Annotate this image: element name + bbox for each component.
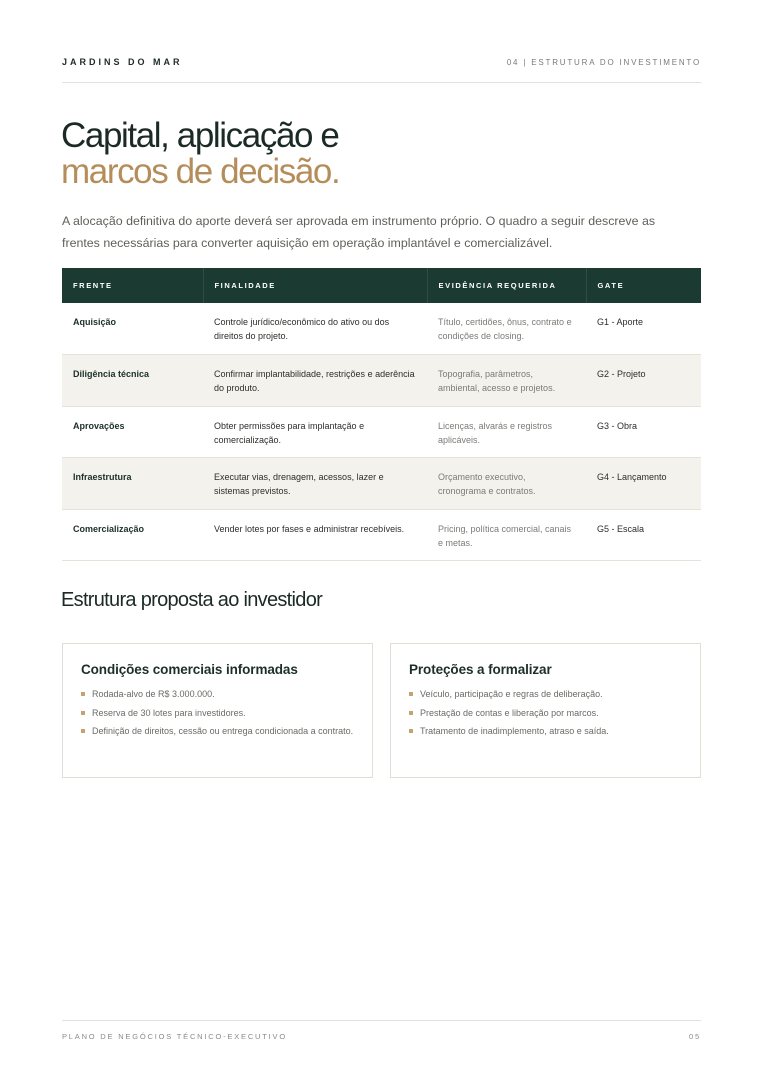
- protections-list: [409, 687, 682, 739]
- cell-gate: G5 - Escala: [586, 509, 701, 561]
- page-footer: [62, 1032, 701, 1041]
- cell-evidence: Licenças, alvarás e registros aplicáveis.: [427, 406, 586, 458]
- cell-evidence: Título, certidões, ônus, contrato e condições de closing.: [427, 303, 586, 355]
- table-header-row: [62, 268, 701, 303]
- list-item: [81, 706, 354, 721]
- cell-front: Comercialização: [62, 509, 203, 561]
- table-row: [62, 303, 701, 355]
- cell-front: Infraestrutura: [62, 458, 203, 510]
- table-row: [62, 458, 701, 510]
- cell-evidence: Pricing, política comercial, canais e metas.: [427, 509, 586, 561]
- list-item: [409, 706, 682, 721]
- page-number: 05: [689, 1032, 701, 1041]
- list-item-text: Definição de direitos, cessão ou entrega condicionada a contrato.: [92, 726, 354, 736]
- bullet-square-icon: [81, 711, 85, 715]
- table-row: [62, 406, 701, 458]
- list-item: [81, 687, 354, 702]
- list-item-text: Tratamento de inadimplemento, atraso e saída.: [420, 726, 609, 736]
- cell-gate: G3 - Obra: [586, 406, 701, 458]
- cell-front: Diligência técnica: [62, 355, 203, 407]
- column-header-evidence: EVIDÊNCIA REQUERIDA: [427, 268, 586, 303]
- cell-evidence: Topografia, parâmetros, ambiental, acesso e projetos.: [427, 355, 586, 407]
- protections-card: [390, 643, 701, 778]
- cell-purpose: Executar vias, drenagem, acessos, lazer e sistemas previstos.: [203, 458, 427, 510]
- section-subtitle: Estrutura proposta ao investidor: [61, 589, 323, 611]
- list-item-text: Reserva de 30 lotes para investidores.: [92, 707, 246, 718]
- bullet-square-icon: [81, 692, 85, 696]
- footer-document-title: PLANO DE NEGÓCIOS TÉCNICO-EXECUTIVO: [62, 1032, 287, 1041]
- brand-name: JARDINS DO MAR: [62, 57, 183, 67]
- intro-paragraph: A alocação definitiva do aporte deverá ser aprovada em instrumento próprio. O quadro a seguir descreve as frentes necessárias para converter aquisição em operação implantável e comercializável.: [62, 214, 656, 250]
- card-title: Condições comerciais informadas: [81, 662, 298, 677]
- column-header-purpose: FINALIDADE: [203, 268, 427, 303]
- cell-purpose: Controle jurídico/econômico do ativo ou dos direitos do projeto.: [203, 303, 427, 355]
- list-item: [409, 724, 682, 739]
- cell-gate: G1 - Aporte: [586, 303, 701, 355]
- footer-divider: [62, 1020, 701, 1021]
- list-item: [409, 687, 682, 702]
- cell-gate: G4 - Lançamento: [586, 458, 701, 510]
- cell-front: Aquisição: [62, 303, 203, 355]
- page-title: [61, 118, 339, 190]
- commercial-conditions-list: [81, 687, 354, 739]
- list-item-text: Prestação de contas e liberação por marcos.: [420, 707, 599, 718]
- list-item-text: Rodada-alvo de R$ 3.000.000.: [92, 689, 215, 699]
- cell-purpose: Obter permissões para implantação e comercialização.: [203, 406, 427, 458]
- bullet-square-icon: [81, 729, 85, 733]
- cell-gate: G2 - Projeto: [586, 355, 701, 407]
- cell-purpose: Confirmar implantabilidade, restrições e aderência do produto.: [203, 355, 427, 407]
- list-item-text: Veículo, participação e regras de deliberação.: [420, 689, 603, 699]
- page-title-line1: Capital, aplicação e: [61, 116, 339, 155]
- cell-evidence: Orçamento executivo, cronograma e contratos.: [427, 458, 586, 510]
- bullet-square-icon: [409, 729, 413, 733]
- list-item: [81, 724, 354, 739]
- section-label: 04 | ESTRUTURA DO INVESTIMENTO: [506, 57, 701, 67]
- commercial-conditions-card: [62, 643, 373, 778]
- bullet-square-icon: [409, 711, 413, 715]
- column-header-gate: GATE: [586, 268, 701, 303]
- cell-purpose: Vender lotes por fases e administrar recebíveis.: [203, 509, 427, 561]
- column-header-front: FRENTE: [62, 268, 203, 303]
- page-title-line2: marcos de decisão.: [61, 152, 340, 191]
- table-row: [62, 355, 701, 407]
- card-title: Proteções a formalizar: [409, 662, 552, 677]
- cell-front: Aprovações: [62, 406, 203, 458]
- investment-fronts-table: [62, 268, 701, 561]
- table-row: [62, 509, 701, 561]
- header-divider: [62, 82, 701, 83]
- page-header: [62, 57, 701, 67]
- bullet-square-icon: [409, 692, 413, 696]
